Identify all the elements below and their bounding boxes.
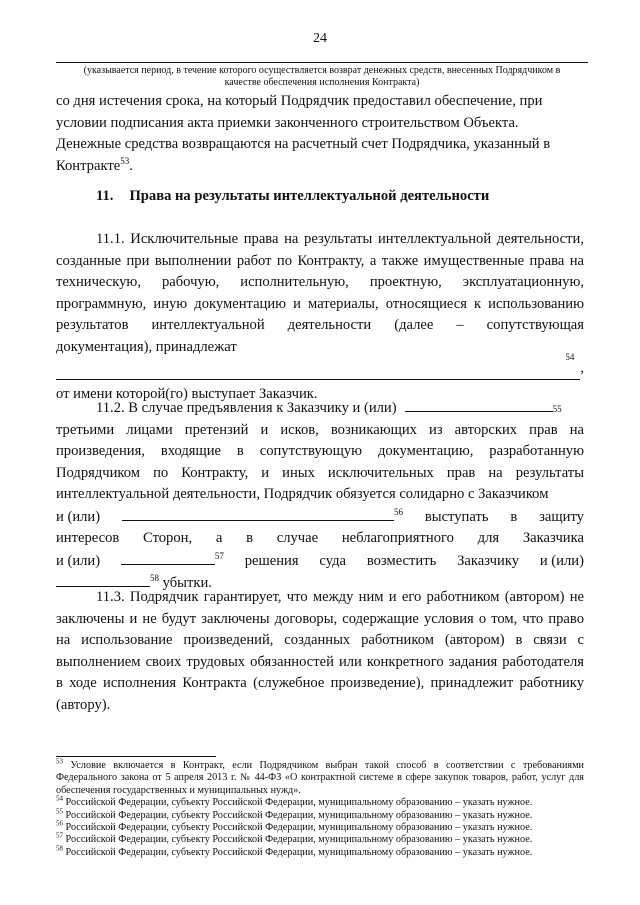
clause-11-3 xyxy=(56,587,584,716)
clause-11-2-line-b: интересов Сторон, а в случае неблагоприятного для Заказчика xyxy=(56,530,584,546)
fill-in-blank-58[interactable] xyxy=(56,572,150,587)
footnote-ref-58[interactable]: 58 xyxy=(150,573,159,584)
clause-11-1-blank-line: 54 , xyxy=(56,358,584,380)
section-heading xyxy=(56,188,584,205)
intro-line-2: условии подписания акта приемки законченного строительством Объекта. xyxy=(56,114,519,131)
footnote-53: $^{53}$ Условие включается в Контракт, если Подрядчиком выбран такой способ в соответствии с требованиями Федерального закона от 5 апреля 2013 г. № 44-ФЗ «О контрактной системе в сфере закупок товаров, работ, услуг для обеспечения государственных и муниципальных нужд». xyxy=(56,757,584,796)
footnote-54: $^{54}$ Российской Федерации, субъекту Российской Федерации, муниципальному образованию – указать нужное. xyxy=(56,794,533,809)
fill-in-blank-56[interactable] xyxy=(122,506,394,521)
footnote-ref-56[interactable]: 56 xyxy=(393,506,403,517)
clause-11-1-text: 11.1. Исключительные права на результаты интеллектуальной деятельности, созданные при выполнении работ по Контракту, а также имущественные права на техническую, рабочую, исполнительную, проектную, эксплуатационную, программную, иную документацию и материалы, относящиеся к использованию результатов интеллектуальной деятельности (далее – сопутствующая документация), принадлежат xyxy=(56,231,584,355)
intro-line-4: Контракте$^{53}$. xyxy=(56,155,133,174)
clause-11-3-text: 11.3. Подрядчик гарантирует, что между ним и его работником (автором) не заключены и не будут заключены договоры, содержащие условия о том, что право на использование произведений, созданных работником (автором) в связи с выполнением своих трудовых обязанностей или конкретного задания работодателя в ходе исполнения Контракта (служебное произведение), принадлежит работнику (автору). xyxy=(56,589,584,713)
footnote-57: $^{57}$ Российской Федерации, субъекту Российской Федерации, муниципальному образованию – указать нужное. xyxy=(56,832,533,846)
intro-line-1: со дня истечения срока, на который Подрядчик предоставил обеспечение, при xyxy=(56,93,543,109)
footnote-separator xyxy=(56,756,216,757)
clause-11-2-line-d: $^{58}$ убытки. xyxy=(56,572,584,595)
footnote-55: $^{55}$ Российской Федерации, субъекту Российской Федерации, муниципальному образованию – указать нужное. xyxy=(56,807,533,821)
clause-11-2 xyxy=(56,397,584,595)
page-number: 24 xyxy=(313,31,327,46)
section-number: 11. xyxy=(96,188,114,204)
fill-in-blank-55[interactable] xyxy=(405,397,553,412)
footnotes xyxy=(56,757,584,859)
clause-11-1 xyxy=(56,229,584,405)
footnote-58: $^{58}$ Российской Федерации, субъекту Российской Федерации, муниципальному образованию – указать нужное. xyxy=(56,844,533,858)
clause-11-2-line-c: и (или) $^{57}$ решения суда возместить Заказчику и (или) xyxy=(56,550,584,569)
footnote-ref-57[interactable]: 57 xyxy=(214,550,224,561)
fill-in-blank-54[interactable]: 54 xyxy=(56,361,580,380)
clause-11-2-first-line: 11.2. В случае предъявления к Заказчику и (или) 55 xyxy=(56,397,584,420)
clause-11-2-text: третьими лицами претензий и исков, возникающих из авторских прав на произведения, входящие в сопутствующую документацию, разработанную Подрядчиком по Контракту, и иных исключительных прав на результаты интеллектуальной деятельности, Подрядчик обязуется солидарно с Заказчиком xyxy=(56,421,584,502)
hint-line-1: (указывается период, в течение которого осуществляется возврат денежных средств, внесенных Подрядчиком в xyxy=(83,65,561,76)
fill-in-blank-57[interactable] xyxy=(121,550,215,565)
period-hint xyxy=(56,62,588,89)
hint-line-2: качестве обеспечения исполнения Контракта) xyxy=(224,77,420,88)
intro-paragraph xyxy=(56,91,584,177)
section-title: Права на результаты интеллектуальной деятельности xyxy=(129,188,490,204)
intro-line-3: Денежные средства возвращаются на расчетный счет Подрядчика, указанный в xyxy=(56,136,551,152)
footnote-ref-53[interactable]: 53 xyxy=(120,155,130,166)
clause-11-1-tail: от имени которой(го) выступает Заказчик. xyxy=(56,385,318,402)
footnote-56: $^{56}$ Российской Федерации, субъекту Российской Федерации, муниципальному образованию – указать нужное. xyxy=(56,819,533,834)
clause-11-2-line-a: и (или) $^{56}$ выступать в защиту xyxy=(56,506,584,525)
